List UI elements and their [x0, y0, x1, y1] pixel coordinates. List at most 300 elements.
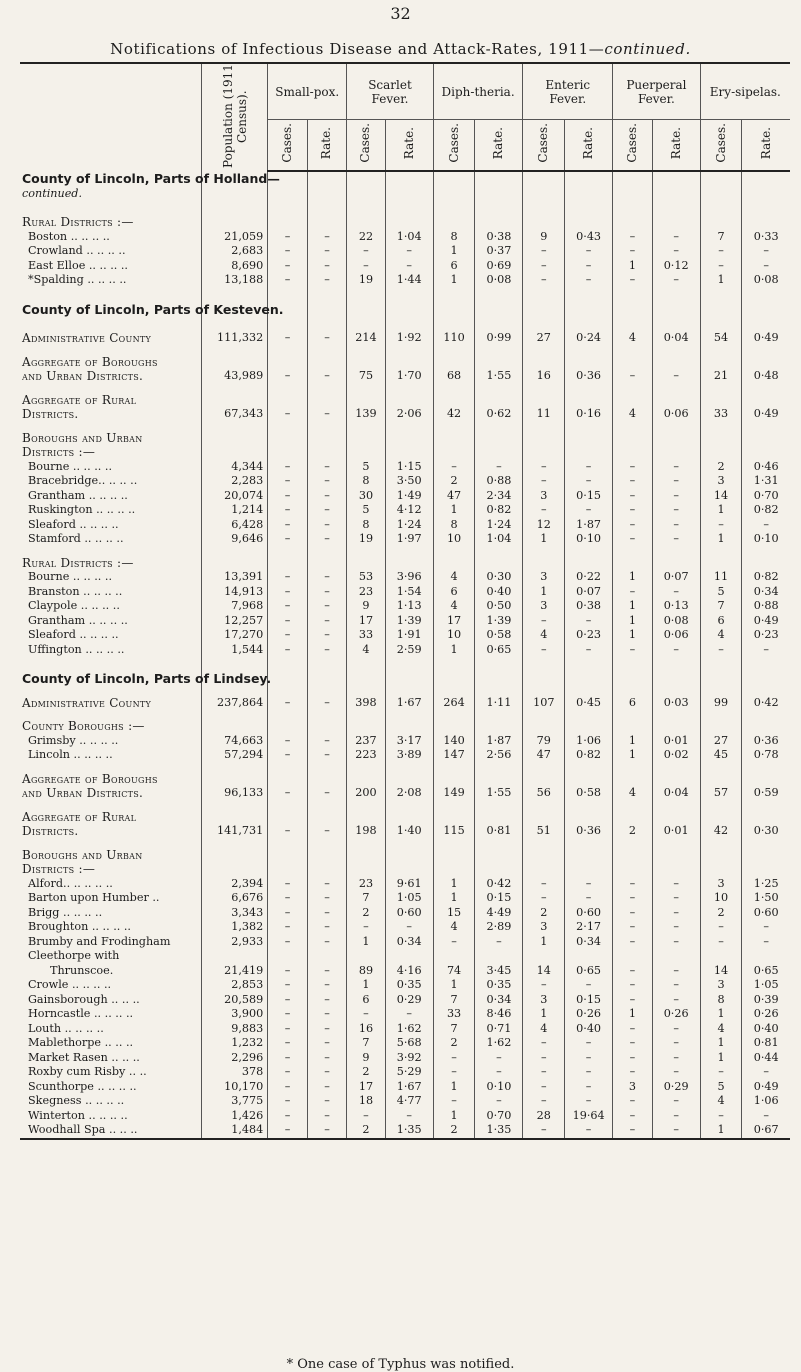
place-name: Grantham .. .. .. ..: [28, 488, 128, 502]
rate-cell: 0·60: [385, 906, 433, 921]
rate-cell: 0·16: [565, 393, 613, 422]
rate-cell: [652, 719, 700, 734]
cases-cell: 1: [700, 273, 742, 288]
rate-cell: –: [565, 503, 613, 518]
cases-cell: [613, 719, 653, 734]
rate-cell: 0·07: [565, 585, 613, 600]
rate-cell: [652, 302, 700, 318]
rate-header: Rate.: [742, 120, 790, 172]
rate-cell: 0·22: [565, 570, 613, 585]
population-cell: 3,900: [202, 1007, 268, 1022]
cases-cell: 3: [523, 599, 565, 614]
cases-cell: –: [613, 949, 653, 978]
rate-cell: –: [652, 906, 700, 921]
rate-cell: 1·44: [385, 273, 433, 288]
rate-cell: 0·34: [742, 585, 790, 600]
rate-cell: –: [307, 748, 347, 763]
spacer-row: [20, 288, 790, 302]
rate-cell: –: [565, 273, 613, 288]
rate-cell: 0·34: [565, 935, 613, 950]
cases-cell: [433, 719, 475, 734]
rate-cell: –: [307, 1022, 347, 1037]
cases-cell: [523, 719, 565, 734]
cases-cell: [347, 215, 385, 230]
rate-cell: 0·59: [742, 772, 790, 801]
cases-cell: 7: [433, 993, 475, 1008]
rate-cell: –: [385, 259, 433, 274]
cases-cell: [523, 848, 565, 877]
page-number: 32: [390, 4, 411, 23]
rate-cell: –: [652, 273, 700, 288]
cases-cell: 1: [523, 935, 565, 950]
place-name: Brumby and Frodingham: [28, 934, 171, 948]
cases-cell: [433, 215, 475, 230]
cases-cell: [268, 671, 308, 687]
rate-cell: –: [307, 1036, 347, 1051]
table-row: [20, 532, 790, 547]
place-header: [20, 63, 202, 171]
rate-cell: 8·46: [475, 1007, 523, 1022]
place-name: Bourne .. .. .. ..: [28, 570, 113, 583]
rate-cell: [307, 215, 347, 230]
rate-cell: 1·06: [565, 734, 613, 749]
cases-cell: –: [613, 460, 653, 475]
rate-cell: 0·82: [742, 570, 790, 585]
table-row: [20, 1123, 790, 1139]
rate-cell: [742, 187, 790, 202]
cases-cell: 200: [347, 772, 385, 801]
cases-cell: [523, 431, 565, 460]
cases-cell: 7: [700, 599, 742, 614]
cases-cell: 18: [347, 1094, 385, 1109]
place-name: Sleaford .. .. .. ..: [28, 517, 119, 531]
rate-cell: [565, 215, 613, 230]
cases-cell: 398: [347, 696, 385, 711]
rate-cell: 0·01: [652, 810, 700, 839]
cases-cell: 9: [347, 1051, 385, 1066]
rate-cell: 4·49: [475, 906, 523, 921]
cases-cell: –: [613, 1094, 653, 1109]
cases-cell: –: [433, 1051, 475, 1066]
rate-cell: 0·40: [475, 585, 523, 600]
cases-cell: 1: [613, 259, 653, 274]
rate-cell: 1·35: [385, 1123, 433, 1139]
cases-header: Cases.: [347, 120, 385, 172]
cases-cell: 11: [700, 570, 742, 585]
cases-cell: –: [613, 585, 653, 600]
rate-cell: [385, 187, 433, 202]
rate-cell: 0·40: [742, 1022, 790, 1037]
table-row: [20, 393, 790, 422]
population-cell: 9,646: [202, 532, 268, 547]
rate-cell: [475, 302, 523, 318]
population-cell: 6,428: [202, 518, 268, 533]
cases-cell: 1: [347, 935, 385, 950]
rate-cell: [385, 215, 433, 230]
rate-cell: –: [565, 1080, 613, 1095]
cases-cell: –: [700, 643, 742, 658]
cases-cell: 6: [613, 696, 653, 711]
place-name: Skegness .. .. .. ..: [28, 1094, 125, 1107]
population-cell: 2,933: [202, 935, 268, 950]
rate-cell: 3·96: [385, 570, 433, 585]
cases-cell: [700, 556, 742, 571]
footnote: * One case of Typhus was notified.: [286, 1357, 515, 1372]
rate-cell: 0·82: [475, 503, 523, 518]
rate-cell: –: [565, 259, 613, 274]
cases-cell: 264: [433, 696, 475, 711]
rate-cell: 4·16: [385, 949, 433, 978]
rate-cell: 1·39: [475, 614, 523, 629]
page-title: [0, 40, 801, 58]
rate-cell: [565, 187, 613, 202]
rate-cell: 0·15: [565, 993, 613, 1008]
cases-cell: –: [268, 259, 308, 274]
rate-cell: 2·59: [385, 643, 433, 658]
rate-cell: [652, 671, 700, 687]
rate-cell: 0·38: [565, 599, 613, 614]
rate-cell: [475, 215, 523, 230]
cases-cell: 1: [613, 734, 653, 749]
rate-cell: –: [565, 460, 613, 475]
cases-cell: [433, 848, 475, 877]
rate-header: Rate.: [307, 120, 347, 172]
table-row: [20, 628, 790, 643]
place-name: County Boroughs :—: [22, 719, 145, 733]
cases-cell: 23: [347, 877, 385, 892]
cases-cell: [347, 556, 385, 571]
cases-cell: –: [268, 993, 308, 1008]
cases-cell: 4: [700, 628, 742, 643]
rate-cell: 1·97: [385, 532, 433, 547]
rate-cell: [475, 719, 523, 734]
cases-cell: [433, 671, 475, 687]
table-row: [20, 748, 790, 763]
rate-cell: 0·43: [565, 230, 613, 245]
rate-cell: –: [307, 1094, 347, 1109]
rate-cell: [475, 431, 523, 460]
section-continued-row: [20, 187, 790, 202]
rate-cell: [652, 556, 700, 571]
population-cell: 2,296: [202, 1051, 268, 1066]
rate-cell: –: [652, 230, 700, 245]
place-name: Woodhall Spa .. .. ..: [20, 1123, 202, 1139]
cases-cell: 74: [433, 949, 475, 978]
rate-cell: 2·56: [475, 748, 523, 763]
rate-cell: [385, 719, 433, 734]
cases-cell: –: [613, 1123, 653, 1139]
rate-cell: –: [565, 891, 613, 906]
rate-cell: –: [565, 474, 613, 489]
cases-cell: 1: [433, 503, 475, 518]
cases-cell: 19: [347, 273, 385, 288]
rate-cell: –: [652, 474, 700, 489]
rate-cell: 0·71: [475, 1022, 523, 1037]
rate-cell: 1·24: [475, 518, 523, 533]
table-row: [20, 772, 790, 801]
table-row: [20, 556, 790, 571]
rate-cell: –: [475, 1065, 523, 1080]
rate-cell: –: [565, 643, 613, 658]
population-cell: 74,663: [202, 734, 268, 749]
cases-cell: 147: [433, 748, 475, 763]
table-row: [20, 920, 790, 935]
rate-cell: –: [652, 935, 700, 950]
rate-header: Rate.: [385, 120, 433, 172]
rate-cell: –: [307, 949, 347, 978]
cases-cell: 2: [613, 810, 653, 839]
rate-cell: –: [385, 920, 433, 935]
cases-cell: 17: [347, 614, 385, 629]
rate-header: Rate.: [565, 120, 613, 172]
rate-cell: 1·55: [475, 772, 523, 801]
rate-cell: –: [742, 259, 790, 274]
cases-cell: –: [613, 244, 653, 259]
cases-cell: –: [523, 1051, 565, 1066]
table-row: [20, 460, 790, 475]
population-cell: 1,214: [202, 503, 268, 518]
rate-cell: –: [565, 1036, 613, 1051]
population-cell: 1,382: [202, 920, 268, 935]
cases-cell: 10: [433, 628, 475, 643]
cases-cell: –: [268, 244, 308, 259]
rate-cell: 1·62: [385, 1022, 433, 1037]
cases-cell: –: [613, 230, 653, 245]
cases-cell: 5: [347, 460, 385, 475]
cases-cell: –: [347, 1007, 385, 1022]
table-row: [20, 230, 790, 245]
population-cell: 2,683: [202, 244, 268, 259]
rate-cell: –: [307, 518, 347, 533]
rate-cell: 0·70: [742, 489, 790, 504]
cases-cell: 115: [433, 810, 475, 839]
cases-cell: 6: [347, 993, 385, 1008]
cases-cell: –: [613, 935, 653, 950]
rate-cell: [385, 431, 433, 460]
rate-cell: –: [307, 935, 347, 950]
cases-cell: 2: [433, 1036, 475, 1051]
table-row: [20, 1094, 790, 1109]
rate-cell: 1·55: [475, 355, 523, 384]
cases-cell: –: [613, 643, 653, 658]
cases-cell: –: [268, 489, 308, 504]
rate-cell: 1·06: [742, 1094, 790, 1109]
rate-cell: 0·03: [652, 696, 700, 711]
rate-cell: 0·82: [742, 503, 790, 518]
rate-cell: 4·77: [385, 1094, 433, 1109]
cases-cell: 1: [433, 1109, 475, 1124]
rate-cell: –: [565, 1123, 613, 1139]
rate-cell: 0·45: [565, 696, 613, 711]
cases-cell: –: [523, 273, 565, 288]
cases-cell: –: [700, 259, 742, 274]
table-body: [20, 171, 790, 1139]
cases-cell: [347, 302, 385, 318]
rate-cell: –: [307, 978, 347, 993]
rate-cell: 0·65: [565, 949, 613, 978]
cases-cell: –: [523, 1094, 565, 1109]
smallpox-header: Small-pox.: [268, 63, 347, 120]
rate-cell: –: [307, 474, 347, 489]
table-row: [20, 734, 790, 749]
rate-cell: 1·31: [742, 474, 790, 489]
table-row: [20, 503, 790, 518]
place-name: Branston .. .. .. ..: [28, 584, 123, 598]
cases-cell: –: [268, 1007, 308, 1022]
cases-header: Cases.: [613, 120, 653, 172]
cases-cell: [268, 215, 308, 230]
rate-cell: –: [742, 1109, 790, 1124]
table-row: [20, 244, 790, 259]
cases-cell: 3: [523, 993, 565, 1008]
cases-cell: 1: [523, 532, 565, 547]
cases-cell: 1: [433, 273, 475, 288]
cases-cell: –: [433, 1094, 475, 1109]
cases-cell: 107: [523, 696, 565, 711]
cases-cell: [700, 187, 742, 202]
cases-cell: [347, 671, 385, 687]
cases-cell: [700, 171, 742, 187]
population-cell: 1,232: [202, 1036, 268, 1051]
cases-cell: 1: [700, 1051, 742, 1066]
population-cell: 14,913: [202, 585, 268, 600]
cases-cell: 4: [613, 772, 653, 801]
cases-cell: 1: [613, 628, 653, 643]
cases-cell: –: [523, 460, 565, 475]
cases-cell: [433, 302, 475, 318]
rate-cell: –: [307, 355, 347, 384]
rate-cell: 0·30: [475, 570, 523, 585]
population-cell: 12,257: [202, 614, 268, 629]
cases-cell: –: [268, 230, 308, 245]
rate-cell: 0·70: [475, 1109, 523, 1124]
rate-cell: 0·49: [742, 331, 790, 346]
population-cell: 17,270: [202, 628, 268, 643]
cases-cell: [268, 431, 308, 460]
cases-cell: 42: [433, 393, 475, 422]
rate-cell: 0·10: [565, 532, 613, 547]
cases-cell: 8: [700, 993, 742, 1008]
spacer-row: [20, 422, 790, 431]
rate-cell: 0·58: [565, 772, 613, 801]
cases-cell: 4: [613, 331, 653, 346]
rate-cell: 1·05: [742, 978, 790, 993]
table-row: [20, 273, 790, 288]
rate-cell: –: [307, 877, 347, 892]
cases-cell: 68: [433, 355, 475, 384]
rate-cell: 1·92: [385, 331, 433, 346]
rate-cell: –: [475, 1094, 523, 1109]
place-name: County of Lincoln, Parts of Lindsey.: [22, 671, 272, 686]
rate-cell: –: [307, 460, 347, 475]
rate-cell: [307, 719, 347, 734]
cases-cell: –: [613, 920, 653, 935]
rate-cell: 0·40: [565, 1022, 613, 1037]
cases-cell: –: [523, 614, 565, 629]
cases-cell: 5: [700, 585, 742, 600]
rate-cell: –: [385, 1007, 433, 1022]
population-cell: 141,731: [202, 810, 268, 839]
population-cell: 21,059: [202, 230, 268, 245]
cases-cell: –: [268, 748, 308, 763]
spacer-row: [20, 547, 790, 556]
rate-cell: –: [307, 503, 347, 518]
place-name: Ruskington .. .. .. ..: [28, 503, 136, 516]
table-row: [20, 935, 790, 950]
cases-cell: –: [268, 1094, 308, 1109]
rate-cell: –: [307, 585, 347, 600]
rate-cell: 0·33: [742, 230, 790, 245]
rate-cell: 1·24: [385, 518, 433, 533]
rate-cell: 1·04: [475, 532, 523, 547]
cases-cell: [700, 302, 742, 318]
rate-cell: –: [652, 993, 700, 1008]
cases-cell: [523, 171, 565, 187]
place-name: Scunthorpe .. .. .. ..: [28, 1079, 137, 1093]
section-heading-row: [20, 171, 790, 187]
cases-cell: 6: [433, 259, 475, 274]
cases-cell: [613, 171, 653, 187]
cases-cell: 1: [433, 877, 475, 892]
title-continued: continued.: [604, 40, 691, 58]
rate-cell: [307, 671, 347, 687]
cases-cell: –: [700, 1065, 742, 1080]
cases-cell: –: [268, 877, 308, 892]
cases-cell: –: [613, 978, 653, 993]
cases-cell: –: [268, 949, 308, 978]
place-name: Brigg .. .. .. ..: [28, 905, 103, 919]
rate-cell: [565, 431, 613, 460]
cases-cell: –: [268, 273, 308, 288]
place-name: County of Lincoln, Parts of Kesteven.: [22, 301, 284, 317]
place-name: Aggregate of Boroughs and Urban Districts.: [22, 354, 158, 383]
population-cell: 3,343: [202, 906, 268, 921]
population-cell: 67,343: [202, 393, 268, 422]
rate-cell: 0·36: [742, 734, 790, 749]
cases-cell: [613, 556, 653, 571]
cases-cell: 110: [433, 331, 475, 346]
rate-cell: [475, 848, 523, 877]
cases-cell: 6: [433, 585, 475, 600]
rate-cell: –: [565, 978, 613, 993]
cases-cell: 9: [523, 230, 565, 245]
rate-cell: [742, 302, 790, 318]
cases-cell: –: [268, 570, 308, 585]
rate-cell: 0·42: [742, 696, 790, 711]
cases-cell: –: [433, 460, 475, 475]
rate-cell: [652, 171, 700, 187]
rate-cell: 0·65: [475, 643, 523, 658]
population-cell: 57,294: [202, 748, 268, 763]
rate-cell: 0·44: [742, 1051, 790, 1066]
place-name: Boroughs and Urban Districts :—: [22, 430, 143, 459]
cases-cell: –: [268, 1051, 308, 1066]
cases-cell: –: [613, 355, 653, 384]
cases-cell: 8: [347, 474, 385, 489]
table-row: [20, 891, 790, 906]
cases-cell: –: [523, 877, 565, 892]
rate-cell: 0·34: [475, 993, 523, 1008]
table-row: [20, 1007, 790, 1022]
cases-cell: 57: [700, 772, 742, 801]
rate-cell: –: [307, 1123, 347, 1139]
rate-cell: 3·92: [385, 1051, 433, 1066]
rate-cell: 3·89: [385, 748, 433, 763]
cases-cell: –: [268, 1109, 308, 1124]
cases-cell: 5: [347, 503, 385, 518]
cases-cell: –: [523, 244, 565, 259]
rate-cell: 0·01: [652, 734, 700, 749]
